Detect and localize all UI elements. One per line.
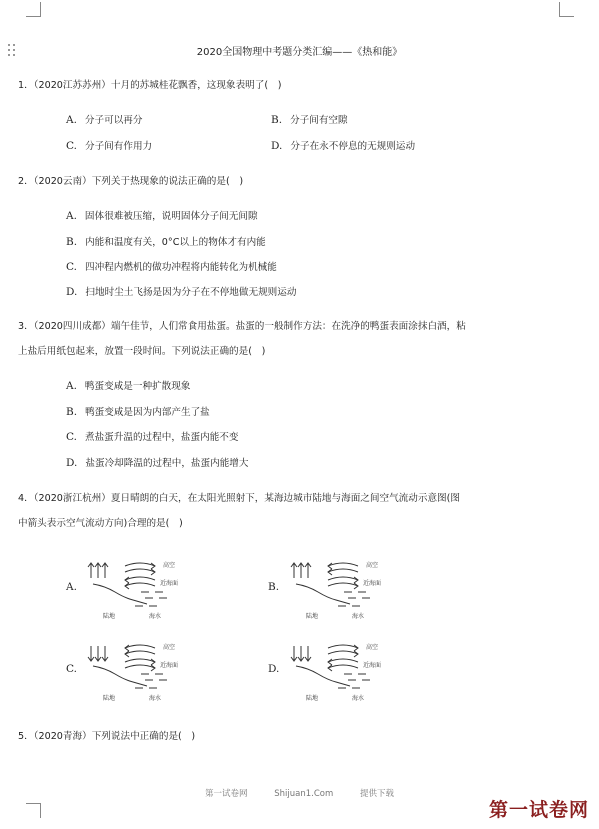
q4-d-label-sea: 海水	[352, 695, 365, 702]
q4-c-label-land: 陆地	[103, 695, 116, 702]
question-4-stem-line-1: 4．（2020浙江杭州）夏日晴朗的白天，在太阳光照射下，某海边城市陆地与海面之间空气流动示意图(图	[18, 493, 460, 504]
q4-a-label-sea-surface: 近海面	[160, 580, 179, 587]
q3-option-a: A. 鸭蛋变咸是一种扩散现象	[66, 380, 191, 392]
q4-option-b-diagram	[288, 558, 458, 622]
q4-option-d-diagram	[288, 640, 458, 704]
q4-d-label-sea-surface: 近海面	[363, 662, 382, 669]
q4-b-label-high: 高空	[366, 562, 379, 569]
q4-d-label-high: 高空	[366, 644, 379, 651]
q4-c-label-sea: 海水	[149, 695, 162, 702]
q2-option-c: C. 四冲程内燃机的做功冲程将内能转化为机械能	[66, 261, 277, 273]
footer-site-url[interactable]: Shijuan1.Com	[274, 789, 334, 799]
question-4-stem-line-2: 中箭头表示空气流动方向)合理的是( )	[18, 518, 183, 529]
question-1-stem: 1．（2020江苏苏州）十月的苏城桂花飘香，这现象表明了( )	[18, 80, 282, 91]
document-title: 2020全国物理中考题分类汇编——《热和能》	[196, 47, 403, 58]
question-2-stem: 2．（2020云南）下列关于热现象的说法正确的是( )	[18, 176, 244, 187]
q4-a-label-high: 高空	[163, 562, 176, 569]
q3-option-c: C. 煮盐蛋升温的过程中，盐蛋内能不变	[66, 431, 239, 443]
q4-c-label-sea-surface: 近海面	[160, 662, 179, 669]
crop-mark-bottom-left	[26, 803, 41, 818]
q1-option-d: D. 分子在永不停息的无规则运动	[271, 140, 416, 152]
q1-option-a: A. 分子可以再分	[66, 114, 143, 126]
q4-option-d-letter: D.	[268, 663, 280, 675]
q4-a-label-sea: 海水	[149, 613, 162, 620]
q3-option-d: D. 盐蛋冷却降温的过程中，盐蛋内能增大	[66, 457, 249, 469]
footer-site-name: 第一试卷网	[205, 789, 248, 799]
crop-mark-top-right	[559, 2, 574, 17]
q4-a-label-land: 陆地	[103, 613, 116, 620]
q4-b-label-sea-surface: 近海面	[363, 580, 382, 587]
q4-option-c-letter: C.	[66, 663, 77, 675]
q4-option-a-diagram	[85, 558, 255, 622]
q1-option-b: B. 分子间有空隙	[271, 114, 348, 126]
q4-b-label-sea: 海水	[352, 613, 365, 620]
q2-option-b: B. 内能和温度有关，0°C以上的物体才有内能	[66, 236, 266, 248]
q2-option-d: D. 扫地时尘土飞扬是因为分子在不停地做无规则运动	[66, 286, 297, 298]
q3-option-b: B. 鸭蛋变咸是因为内部产生了盐	[66, 406, 210, 418]
watermark-logo: 第一试卷网	[488, 799, 589, 821]
question-3-stem-line-2: 上盐后用纸包起来，放置一段时间。下列说法正确的是( )	[18, 346, 266, 357]
q4-option-a-letter: A.	[66, 581, 77, 593]
q2-option-a: A. 固体很难被压缩，说明固体分子间无间隙	[66, 210, 258, 222]
q4-d-label-land: 陆地	[306, 695, 319, 702]
q1-option-c: C. 分子间有作用力	[66, 140, 153, 152]
footer-download-text: 提供下载	[359, 789, 394, 799]
crop-mark-top-left	[26, 2, 41, 17]
q4-option-c-diagram	[85, 640, 255, 704]
question-5-stem: 5．（2020青海）下列说法中正确的是( )	[18, 731, 196, 742]
question-3-stem-line-1: 3．（2020四川成都）端午佳节，人们常食用盐蛋。盐蛋的一般制作方法：在洗净的鸭蛋表面涂抹白酒，粘	[18, 321, 466, 332]
q4-b-label-land: 陆地	[306, 613, 319, 620]
q4-c-label-high: 高空	[163, 644, 176, 651]
q4-option-b-letter: B.	[268, 581, 280, 593]
